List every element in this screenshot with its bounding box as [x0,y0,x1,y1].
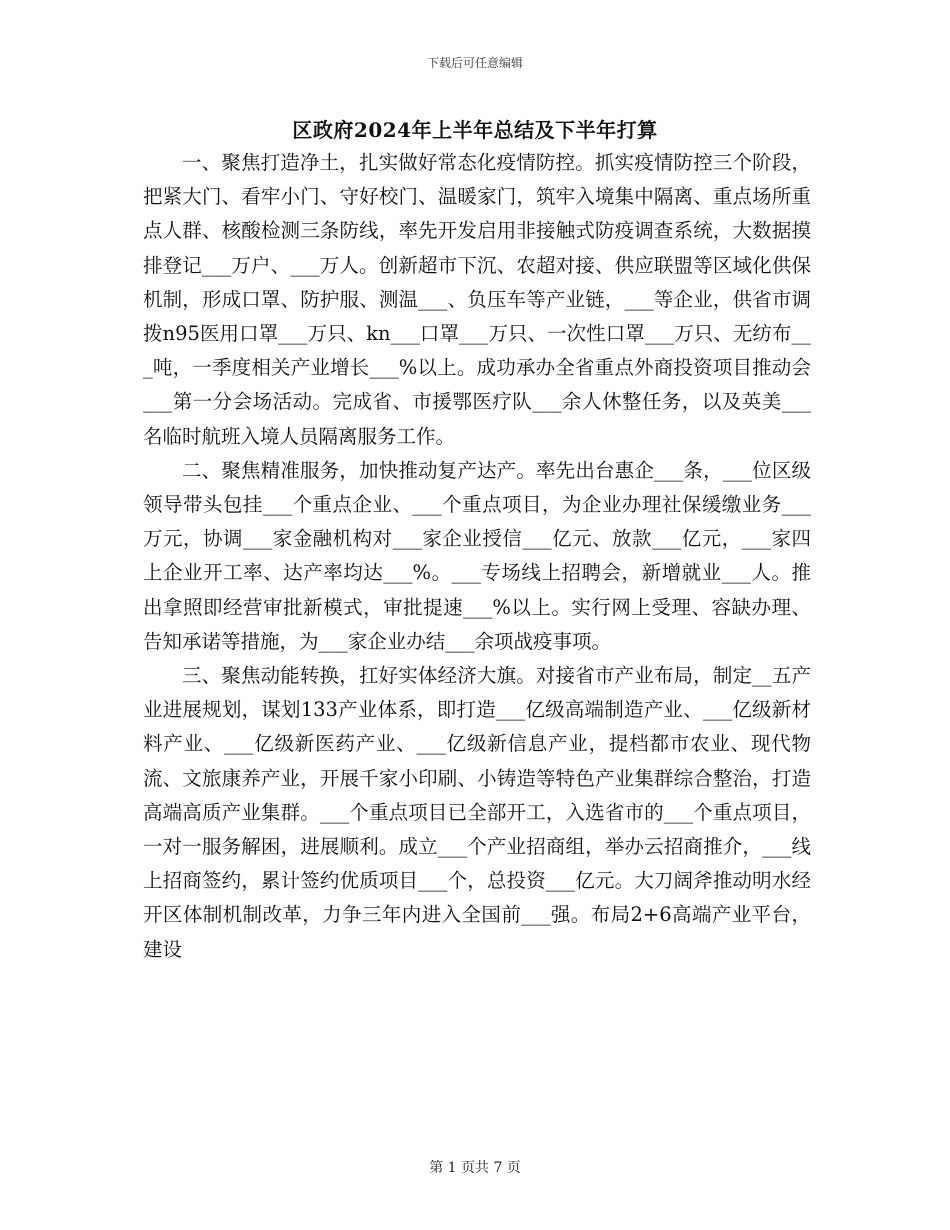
paragraph-3: 三、聚焦动能转换，扛好实体经济大旗。对接省市产业布局，制定__五产业进展规划，谋划133产业体系，即打造___亿级高端制造产业、___亿级新材料产业、___亿级新医药产业、___亿级新信息产业，提档都市农业、现代物流、文旅康养产业，开展千家小印刷、小铸造等特色产业集群综合整治，打造高端高质产业集群。___个重点项目已全部开工，入选省市的___个重点项目，一对一服务解困，进展顺利。成立___个产业招商组，举办云招商推介，___线上招商签约，累计签约优质项目___个，总投资___亿元。大刀阔斧推动明水经开区体制机制改革，力争三年内进入全国前___强。布局2+6高端产业平台，建设 [143,664,811,961]
header-note: 下载后可任意编辑 [426,56,523,70]
paragraph-1: 一、聚焦打造净土，扎实做好常态化疫情防控。抓实疫情防控三个阶段，把紧大门、看牢小门、守好校门、温暖家门，筑牢入境集中隔离、重点场所重点人群、核酸检测三条防线，率先开发启用非接触式防疫调查系统，大数据摸排登记___万户、___万人。创新超市下沉、农超对接、供应联盟等区域化供保机制，形成口罩、防护服、测温___、负压车等产业链，___等企业，供省市调拨n95医用口罩___万只、kn___口罩___万只、一次性口罩___万只、无纺布___吨，一季度相关产业增长___%以上。成功承办全省重点外商投资项目推动会___第一分会场活动。完成省、市援鄂医疗队___余人休整任务，以及英美___名临时航班入境人员隔离服务工作。 [143,151,811,448]
page-number: 第 1 页共 7 页 [429,1160,521,1176]
document-title: 区政府2024年上半年总结及下半年打算 [292,118,658,142]
paragraph-2: 二、聚焦精准服务，加快推动复产达产。率先出台惠企___条，___位区级领导带头包挂___个重点企业、___个重点项目，为企业办理社保缓缴业务___万元，协调___家金融机构对___家企业授信___亿元、放款___亿元，___家四上企业开工率、达产率均达___%。___专场线上招聘会，新增就业___人。推出拿照即经营审批新模式，审批提速___%以上。实行网上受理、容缺办理、告知承诺等措施，为___家企业办结___余项战疫事项。 [143,458,811,653]
document-body [143,146,811,967]
